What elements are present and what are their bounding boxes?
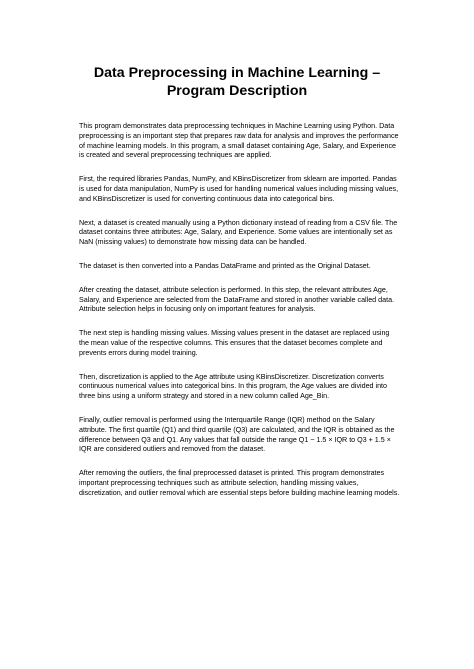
paragraph-dataframe: The dataset is then converted into a Pandas DataFrame and printed as the Original Dataset. [79,261,371,270]
document-body [79,122,401,513]
paragraph-outlier-removal: Finally, outlier removal is performed using the Interquartile Range (IQR) method on the Salary attribute. The first quartile (Q1) and third quartile (Q3) are calculated, and the IQR is obtained as the difference between Q3 and Q1. Any values that fall outside the range Q1 − 1.5 × IQR to Q3 + 1.5 × IQR are considered outliers and removed from the dataset. [79,415,395,454]
title-line-1: Data Preprocessing in Machine Learning – [93,65,381,81]
paragraph-conclusion: After removing the outliers, the final preprocessed dataset is printed. This program demonstrates important preprocessing techniques such as attribute selection, handling missing values, discretization, and outlier removal which are essential steps before building machine learning models. [79,469,400,497]
paragraph-libraries: First, the required libraries Pandas, NumPy, and KBinsDiscretizer from sklearn are imported. Pandas is used for data manipulation, NumPy is used for handling numerical values including missing values, and KBinsDiscretizer is used for converting continuous data into categorical bins. [79,175,399,203]
paragraph-missing-values: The next step is handling missing values. Missing values present in the dataset are replaced using the mean value of the respective columns. This ensures that the dataset becomes complete and prevents errors during model training. [79,329,390,357]
title-line-2: Program Description [166,83,308,99]
document-title [0,64,474,100]
paragraph-introduction: This program demonstrates data preprocessing techniques in Machine Learning using Python. Data preprocessing is an important step that prepares raw data for analysis and improves the performance of machine learning models. In this program, a small dataset containing Age, Salary, and Experience is created and several preprocessing techniques are applied. [79,122,399,160]
paragraph-dataset-creation: Next, a dataset is created manually using a Python dictionary instead of reading from a CSV file. The dataset contains three attributes: Age, Salary, and Experience. Some values are intentionally set as NaN (missing values) to demonstrate how missing data can be handled. [79,218,398,247]
paragraph-attribute-selection: After creating the dataset, attribute selection is performed. In this step, the relevant attributes Age, Salary, and Experience are selected from the DataFrame and stored in another variable called data. Attribute selection helps in focusing only on important features for analysis. [79,285,395,314]
paragraph-discretization: Then, discretization is applied to the Age attribute using KBinsDiscretizer. Discretization converts continuous numerical values into categorical bins. In this program, the Age values are divided into three bins using a uniform strategy and stored in a new column called Age_Bin. [79,372,388,401]
